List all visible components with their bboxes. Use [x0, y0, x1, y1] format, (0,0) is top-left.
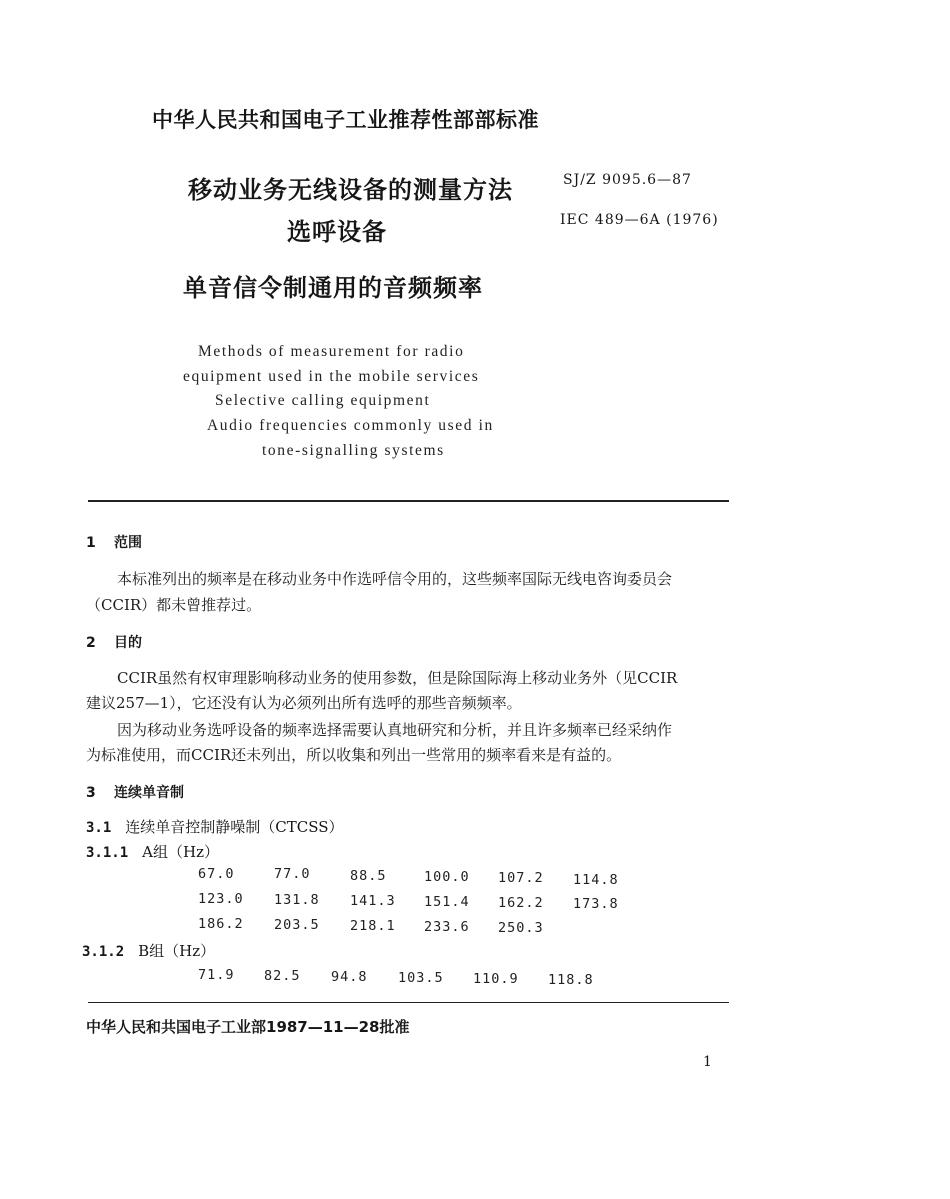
- freq-a-r2-c5: 162.2: [498, 895, 544, 911]
- subsection-number: 3.1.1: [86, 845, 129, 861]
- section-1-heading: [86, 532, 142, 552]
- issuing-organization: 中华人民共和国电子工业推荐性部部标准: [152, 108, 539, 132]
- freq-a-r3-c5: 250.3: [498, 920, 544, 936]
- subsection-number: 3.1.2: [82, 944, 125, 960]
- page-number: 1: [703, 1054, 712, 1070]
- freq-a-r2-c2: 131.8: [274, 892, 320, 908]
- section-1-paragraph-line-2: （CCIR）都未曾推荐过。: [86, 596, 262, 614]
- section-number: 1: [86, 535, 96, 551]
- freq-a-r1-c4: 100.0: [424, 869, 470, 885]
- freq-a-r3-c3: 218.1: [350, 918, 396, 934]
- freq-b-c1: 71.9: [198, 967, 235, 983]
- subsection-title: A组（Hz）: [142, 843, 219, 861]
- freq-b-c3: 94.8: [331, 969, 368, 985]
- section-title: 范围: [114, 535, 142, 551]
- section-2-paragraph-1-line-2: 建议257—1），它还没有认为必须列出所有选呼的那些音频频率。: [86, 694, 522, 712]
- section-number: 2: [86, 635, 96, 651]
- english-title-line-4: Audio frequencies commonly used in: [207, 417, 494, 434]
- freq-a-r3-c4: 233.6: [424, 919, 470, 935]
- subsection-3-1-2: [82, 940, 215, 961]
- freq-b-c2: 82.5: [264, 968, 301, 984]
- freq-a-r3-c2: 203.5: [274, 917, 320, 933]
- standard-code: SJ/Z 9095.6—87: [563, 172, 692, 188]
- subsection-number: 3.1: [86, 820, 112, 836]
- subsection-title: B组（Hz）: [138, 942, 216, 960]
- section-title: 连续单音制: [114, 785, 184, 801]
- subsection-title: 连续单音控制静噪制（CTCSS）: [125, 818, 344, 836]
- english-title-line-2: equipment used in the mobile services: [183, 368, 480, 385]
- freq-a-r1-c2: 77.0: [274, 866, 311, 882]
- freq-a-r2-c6: 173.8: [573, 896, 619, 912]
- title-line-1: 移动业务无线设备的测量方法: [188, 176, 513, 204]
- english-title-line-5: tone-signalling systems: [262, 442, 445, 459]
- freq-a-r1-c3: 88.5: [350, 868, 387, 884]
- freq-b-c5: 110.9: [473, 971, 519, 987]
- freq-a-r2-c1: 123.0: [198, 891, 244, 907]
- footer-divider: [88, 1002, 729, 1003]
- title-line-3: 单音信令制通用的音频频率: [183, 274, 483, 302]
- english-title-line-1: Methods of measurement for radio: [198, 343, 465, 360]
- subsection-3-1: [86, 816, 344, 837]
- header-divider: [88, 500, 729, 502]
- freq-a-r2-c3: 141.3: [350, 893, 396, 909]
- freq-b-c4: 103.5: [398, 970, 444, 986]
- section-2-heading: [86, 632, 142, 652]
- freq-a-r1-c1: 67.0: [198, 866, 235, 882]
- freq-a-r1-c5: 107.2: [498, 870, 544, 886]
- approval-line: 中华人民和共国电子工业部1987—11—28批准: [86, 1018, 410, 1036]
- freq-a-r2-c4: 151.4: [424, 894, 470, 910]
- section-title: 目的: [114, 635, 142, 651]
- section-number: 3: [86, 785, 96, 801]
- section-3-heading: [86, 782, 184, 802]
- section-2-paragraph-2-line-2: 为标准使用，而CCIR还未列出，所以收集和列出一些常用的频率看来是有益的。: [86, 746, 622, 764]
- section-1-paragraph-line-1: 本标准列出的频率是在移动业务中作选呼信令用的，这些频率国际无线电咨询委员会: [117, 570, 673, 588]
- english-title-line-3: Selective calling equipment: [215, 392, 431, 409]
- freq-b-c6: 118.8: [548, 972, 594, 988]
- iec-code: IEC 489—6A (1976): [560, 212, 719, 228]
- section-2-paragraph-1-line-1: CCIR虽然有权审理影响移动业务的使用参数，但是除国际海上移动业务外（见CCIR: [117, 669, 678, 687]
- section-2-paragraph-2-line-1: 因为移动业务选呼设备的频率选择需要认真地研究和分析，并且许多频率已经采纳作: [117, 721, 673, 739]
- subsection-3-1-1: [86, 841, 219, 862]
- freq-a-r1-c6: 114.8: [573, 872, 619, 888]
- title-line-2: 选呼设备: [287, 218, 387, 246]
- freq-a-r3-c1: 186.2: [198, 916, 244, 932]
